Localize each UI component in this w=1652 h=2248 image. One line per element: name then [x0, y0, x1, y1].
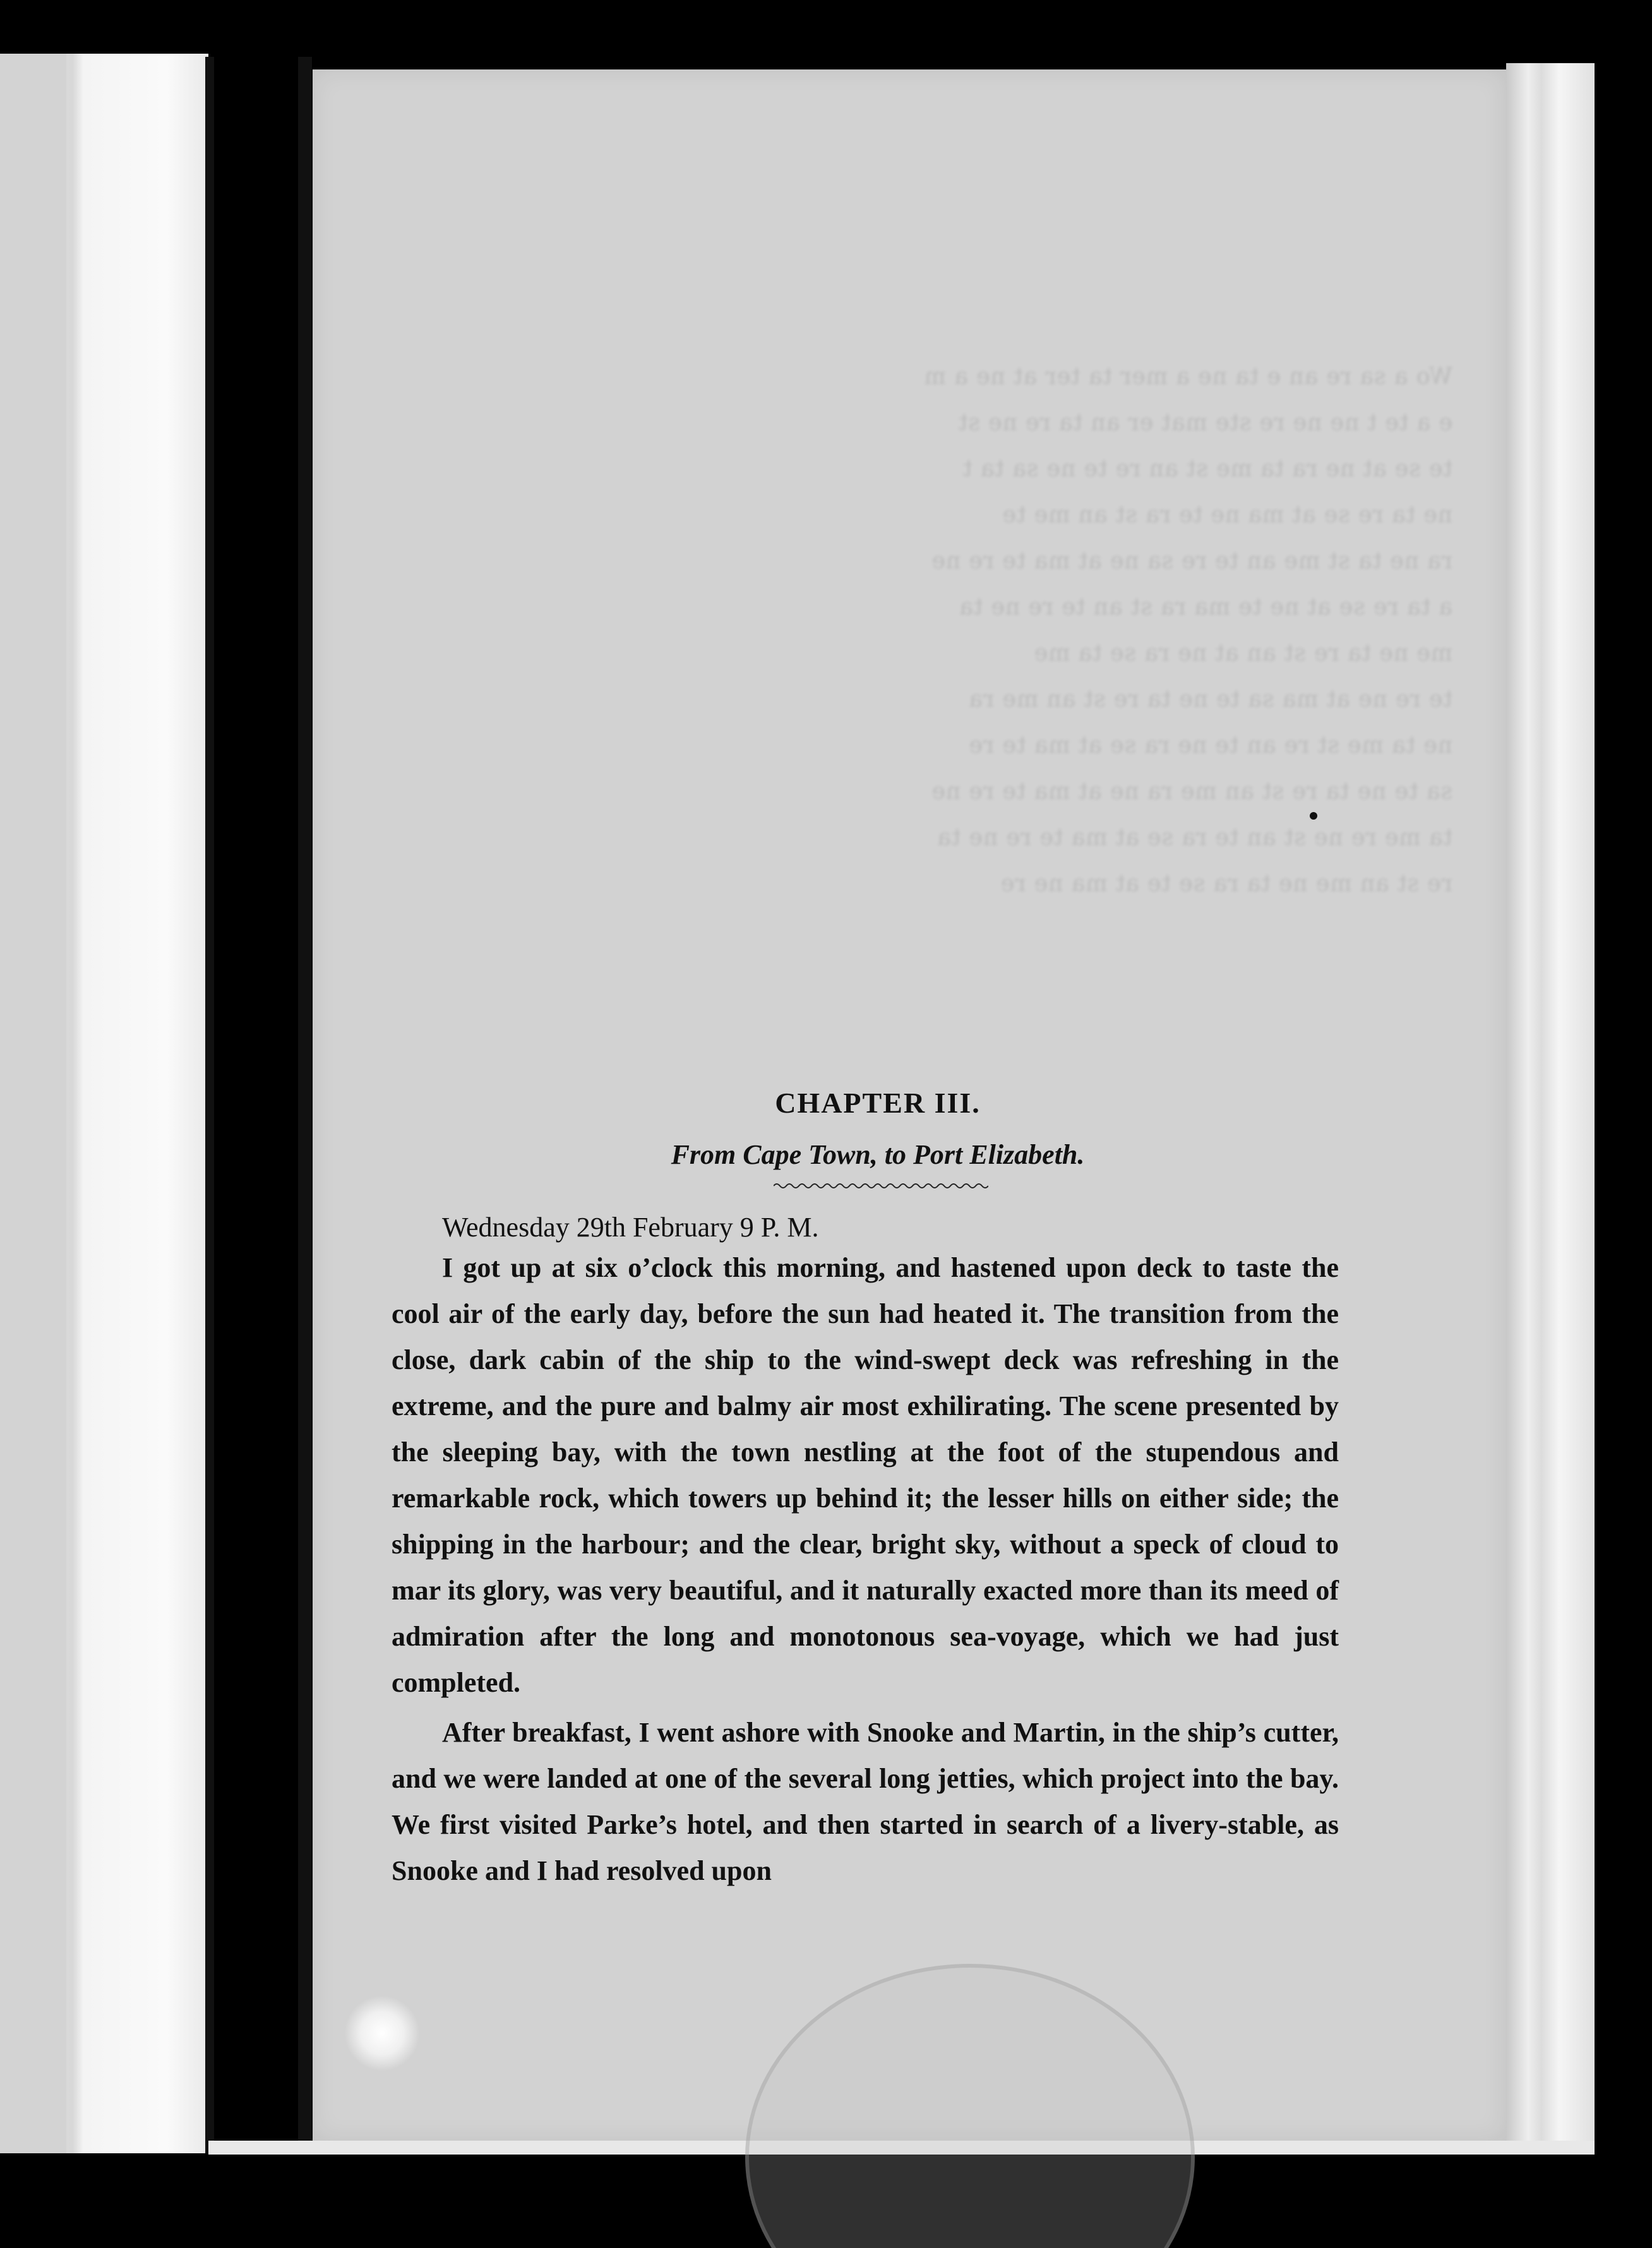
paragraph-1: I got up at six o’clock this morning, and hastened upon deck to taste the cool air of the early day, before the sun had heated it. The transition from the close, dark cabin of the ship to the wind-swept deck was refreshing in the extreme, and the pure and balmy air most exhilirating. The scene presented by the sleeping bay, with the town nestling at the foot of the stupendous and remarkable rock, which towers up behind it; the lesser hills on either side; the shipping in the harbour; and the clear, bright sky, without a speck of cloud to mar its glory, was very beautiful, and it naturally exacted more than its meed of admiration after the long and monotonous sea-voyage, which we had just completed.	[392, 1252, 1339, 1698]
journal-dateline: Wednesday 29th February 9 P. M.	[442, 1212, 819, 1243]
page-stack-edge	[1506, 63, 1595, 2153]
scan-glare	[344, 1995, 420, 2071]
page-text	[392, 1086, 1339, 1894]
paragraph-2: After breakfast, I went ashore with Snooke and Martin, in the ship’s cutter, and we were landed at one of the several long jetties, which project into the bay. We first visited Parke’s hotel, and then started in search of a livery-stable, as Snooke and I had resolved upon	[392, 1717, 1339, 1886]
gutter-line-right	[298, 57, 312, 2153]
gutter-line-left	[205, 57, 214, 2153]
chapter-title: CHAPTER III.	[775, 1087, 981, 1119]
previous-page-edge	[0, 54, 208, 2153]
chapter-subtitle: From Cape Town, to Port Elizabeth.	[671, 1139, 1085, 1170]
bleed-through-text: Wo a sa re an e ta ne a mer ta ter at ne a m e a te t ne ne re ste mat er an ta re ne st te se at ne ra ta me st an re te ne sa ta t ne ta re se at ma ne te ra st an me te ra ne ta st me an te re sa ne at ma te re ne a ta re se at ne te ma ra st an te re ne ta me ne ta re st an at ne ra se ta me te re ne at ma sa te ne ta re st an me ra ne ta me st re an te ne ra se at ma te re sa te ne ta re st an me ra ne at ma te re ne ta me re ne st an te ra se at ma te re ne ta re st an me ne ta ra se te at ma ne re	[923, 364, 1452, 897]
previous-page-shadow	[0, 54, 66, 2153]
ink-speck	[1310, 812, 1317, 820]
ornamental-rule	[774, 1182, 988, 1190]
